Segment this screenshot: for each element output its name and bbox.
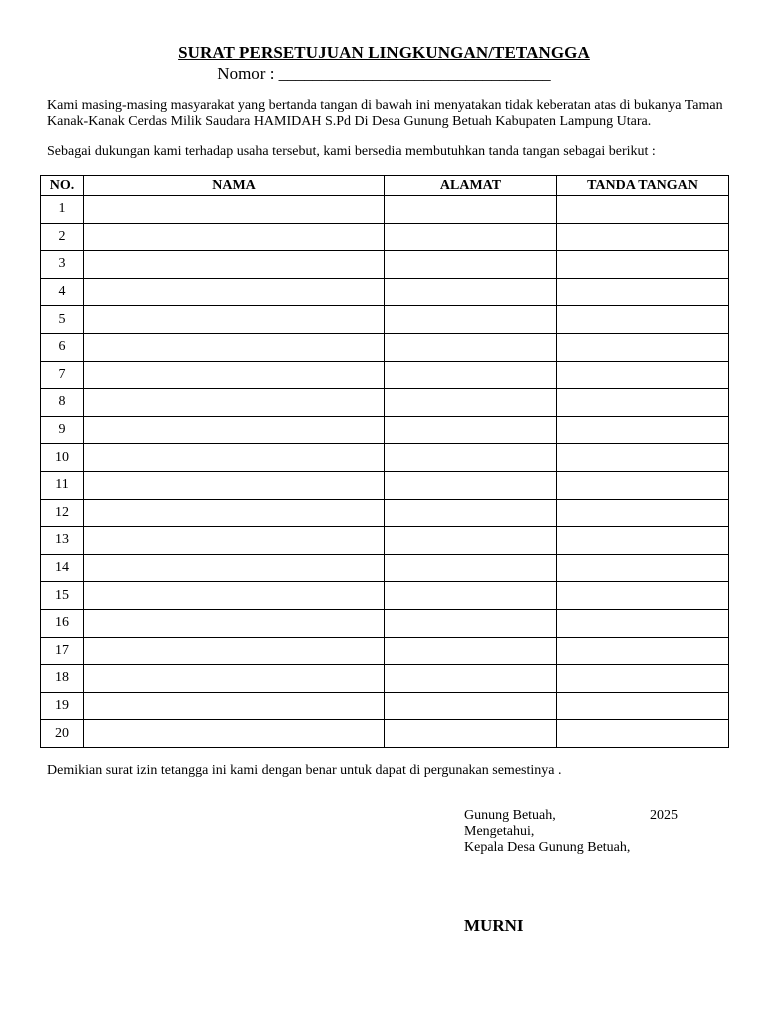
tanda-tangan-cell[interactable] — [557, 665, 729, 693]
nama-cell[interactable] — [84, 554, 385, 582]
nama-cell[interactable] — [84, 306, 385, 334]
alamat-cell[interactable] — [385, 278, 557, 306]
row-number: 18 — [41, 665, 84, 693]
nama-cell[interactable] — [84, 416, 385, 444]
table-row — [41, 720, 729, 748]
alamat-cell[interactable] — [385, 361, 557, 389]
nama-cell[interactable] — [84, 637, 385, 665]
support-paragraph: Sebagai dukungan kami terhadap usaha tersebut, kami bersedia membutuhkan tanda tangan sebagai berikut : — [47, 144, 656, 159]
signature-table — [40, 175, 729, 748]
row-number: 15 — [41, 582, 84, 610]
row-number: 20 — [41, 720, 84, 748]
tanda-tangan-cell[interactable] — [557, 444, 729, 472]
nama-cell[interactable] — [84, 223, 385, 251]
tanda-tangan-cell[interactable] — [557, 720, 729, 748]
row-number: 6 — [41, 333, 84, 361]
tanda-tangan-cell[interactable] — [557, 527, 729, 555]
alamat-cell[interactable] — [385, 389, 557, 417]
table-row — [41, 196, 729, 224]
tanda-tangan-cell[interactable] — [557, 361, 729, 389]
alamat-cell[interactable] — [385, 527, 557, 555]
nama-cell[interactable] — [84, 499, 385, 527]
tanda-tangan-cell[interactable] — [557, 389, 729, 417]
header-nama: NAMA — [84, 176, 385, 196]
tanda-tangan-cell[interactable] — [557, 692, 729, 720]
tanda-tangan-cell[interactable] — [557, 582, 729, 610]
nama-cell[interactable] — [84, 444, 385, 472]
table-row — [41, 389, 729, 417]
tanda-tangan-cell[interactable] — [557, 196, 729, 224]
nama-cell[interactable] — [84, 361, 385, 389]
alamat-cell[interactable] — [385, 582, 557, 610]
row-number: 16 — [41, 609, 84, 637]
table-row — [41, 582, 729, 610]
table-row — [41, 361, 729, 389]
alamat-cell[interactable] — [385, 609, 557, 637]
table-row — [41, 416, 729, 444]
alamat-cell[interactable] — [385, 499, 557, 527]
table-row — [41, 554, 729, 582]
intro-paragraph: Kami masing-masing masyarakat yang bertanda tangan di bawah ini menyatakan tidak keberatan atas di bukanya Taman Kanak-Kanak Cerdas Milik Saudara HAMIDAH S.Pd Di Desa Gunung Betuah Kabupaten Lampung Utara. — [47, 98, 723, 129]
nama-cell[interactable] — [84, 665, 385, 693]
nama-cell[interactable] — [84, 251, 385, 279]
table-row — [41, 306, 729, 334]
row-number: 3 — [41, 251, 84, 279]
row-number: 2 — [41, 223, 84, 251]
nama-cell[interactable] — [84, 527, 385, 555]
tanda-tangan-cell[interactable] — [557, 223, 729, 251]
nama-cell[interactable] — [84, 692, 385, 720]
row-number: 10 — [41, 444, 84, 472]
tanda-tangan-cell[interactable] — [557, 278, 729, 306]
document-title: SURAT PERSETUJUAN LINGKUNGAN/TETANGGA — [178, 43, 590, 62]
alamat-cell[interactable] — [385, 720, 557, 748]
row-number: 9 — [41, 416, 84, 444]
row-number: 1 — [41, 196, 84, 224]
table-row — [41, 527, 729, 555]
table-header-row — [41, 176, 729, 196]
nama-cell[interactable] — [84, 196, 385, 224]
alamat-cell[interactable] — [385, 333, 557, 361]
nama-cell[interactable] — [84, 582, 385, 610]
tanda-tangan-cell[interactable] — [557, 637, 729, 665]
signature-position: Kepala Desa Gunung Betuah, — [464, 840, 631, 855]
header-tanda-tangan: TANDA TANGAN — [557, 176, 729, 196]
nama-cell[interactable] — [84, 720, 385, 748]
table-row — [41, 499, 729, 527]
signature-block — [464, 808, 724, 856]
alamat-cell[interactable] — [385, 665, 557, 693]
table-row — [41, 444, 729, 472]
row-number: 12 — [41, 499, 84, 527]
row-number: 19 — [41, 692, 84, 720]
tanda-tangan-cell[interactable] — [557, 609, 729, 637]
table-row — [41, 609, 729, 637]
table-row — [41, 223, 729, 251]
tanda-tangan-cell[interactable] — [557, 416, 729, 444]
nama-cell[interactable] — [84, 333, 385, 361]
table-row — [41, 692, 729, 720]
alamat-cell[interactable] — [385, 471, 557, 499]
table-row — [41, 278, 729, 306]
alamat-cell[interactable] — [385, 223, 557, 251]
signature-year: 2025 — [650, 808, 678, 823]
alamat-cell[interactable] — [385, 444, 557, 472]
row-number: 11 — [41, 471, 84, 499]
row-number: 17 — [41, 637, 84, 665]
alamat-cell[interactable] — [385, 306, 557, 334]
row-number: 14 — [41, 554, 84, 582]
signature-place: Gunung Betuah, — [464, 808, 556, 823]
row-number: 4 — [41, 278, 84, 306]
row-number: 8 — [41, 389, 84, 417]
header-alamat: ALAMAT — [385, 176, 557, 196]
tanda-tangan-cell[interactable] — [557, 306, 729, 334]
nama-cell[interactable] — [84, 471, 385, 499]
alamat-cell[interactable] — [385, 251, 557, 279]
alamat-cell[interactable] — [385, 196, 557, 224]
document-number: Nomor : ________________________________ — [217, 64, 551, 83]
tanda-tangan-cell[interactable] — [557, 499, 729, 527]
closing-paragraph: Demikian surat izin tetangga ini kami dengan benar untuk dapat di pergunakan semestinya . — [47, 763, 562, 778]
table-row — [41, 251, 729, 279]
tanda-tangan-cell[interactable] — [557, 554, 729, 582]
tanda-tangan-cell[interactable] — [557, 333, 729, 361]
alamat-cell[interactable] — [385, 692, 557, 720]
nama-cell[interactable] — [84, 389, 385, 417]
header-no: NO. — [41, 176, 84, 196]
alamat-cell[interactable] — [385, 416, 557, 444]
table-row — [41, 333, 729, 361]
row-number: 13 — [41, 527, 84, 555]
tanda-tangan-cell[interactable] — [557, 251, 729, 279]
nama-cell[interactable] — [84, 609, 385, 637]
alamat-cell[interactable] — [385, 637, 557, 665]
table-row — [41, 471, 729, 499]
signer-name: MURNI — [464, 916, 524, 935]
row-number: 7 — [41, 361, 84, 389]
alamat-cell[interactable] — [385, 554, 557, 582]
row-number: 5 — [41, 306, 84, 334]
tanda-tangan-cell[interactable] — [557, 471, 729, 499]
nama-cell[interactable] — [84, 278, 385, 306]
signature-mengetahui: Mengetahui, — [464, 824, 535, 839]
table-row — [41, 637, 729, 665]
table-row — [41, 665, 729, 693]
